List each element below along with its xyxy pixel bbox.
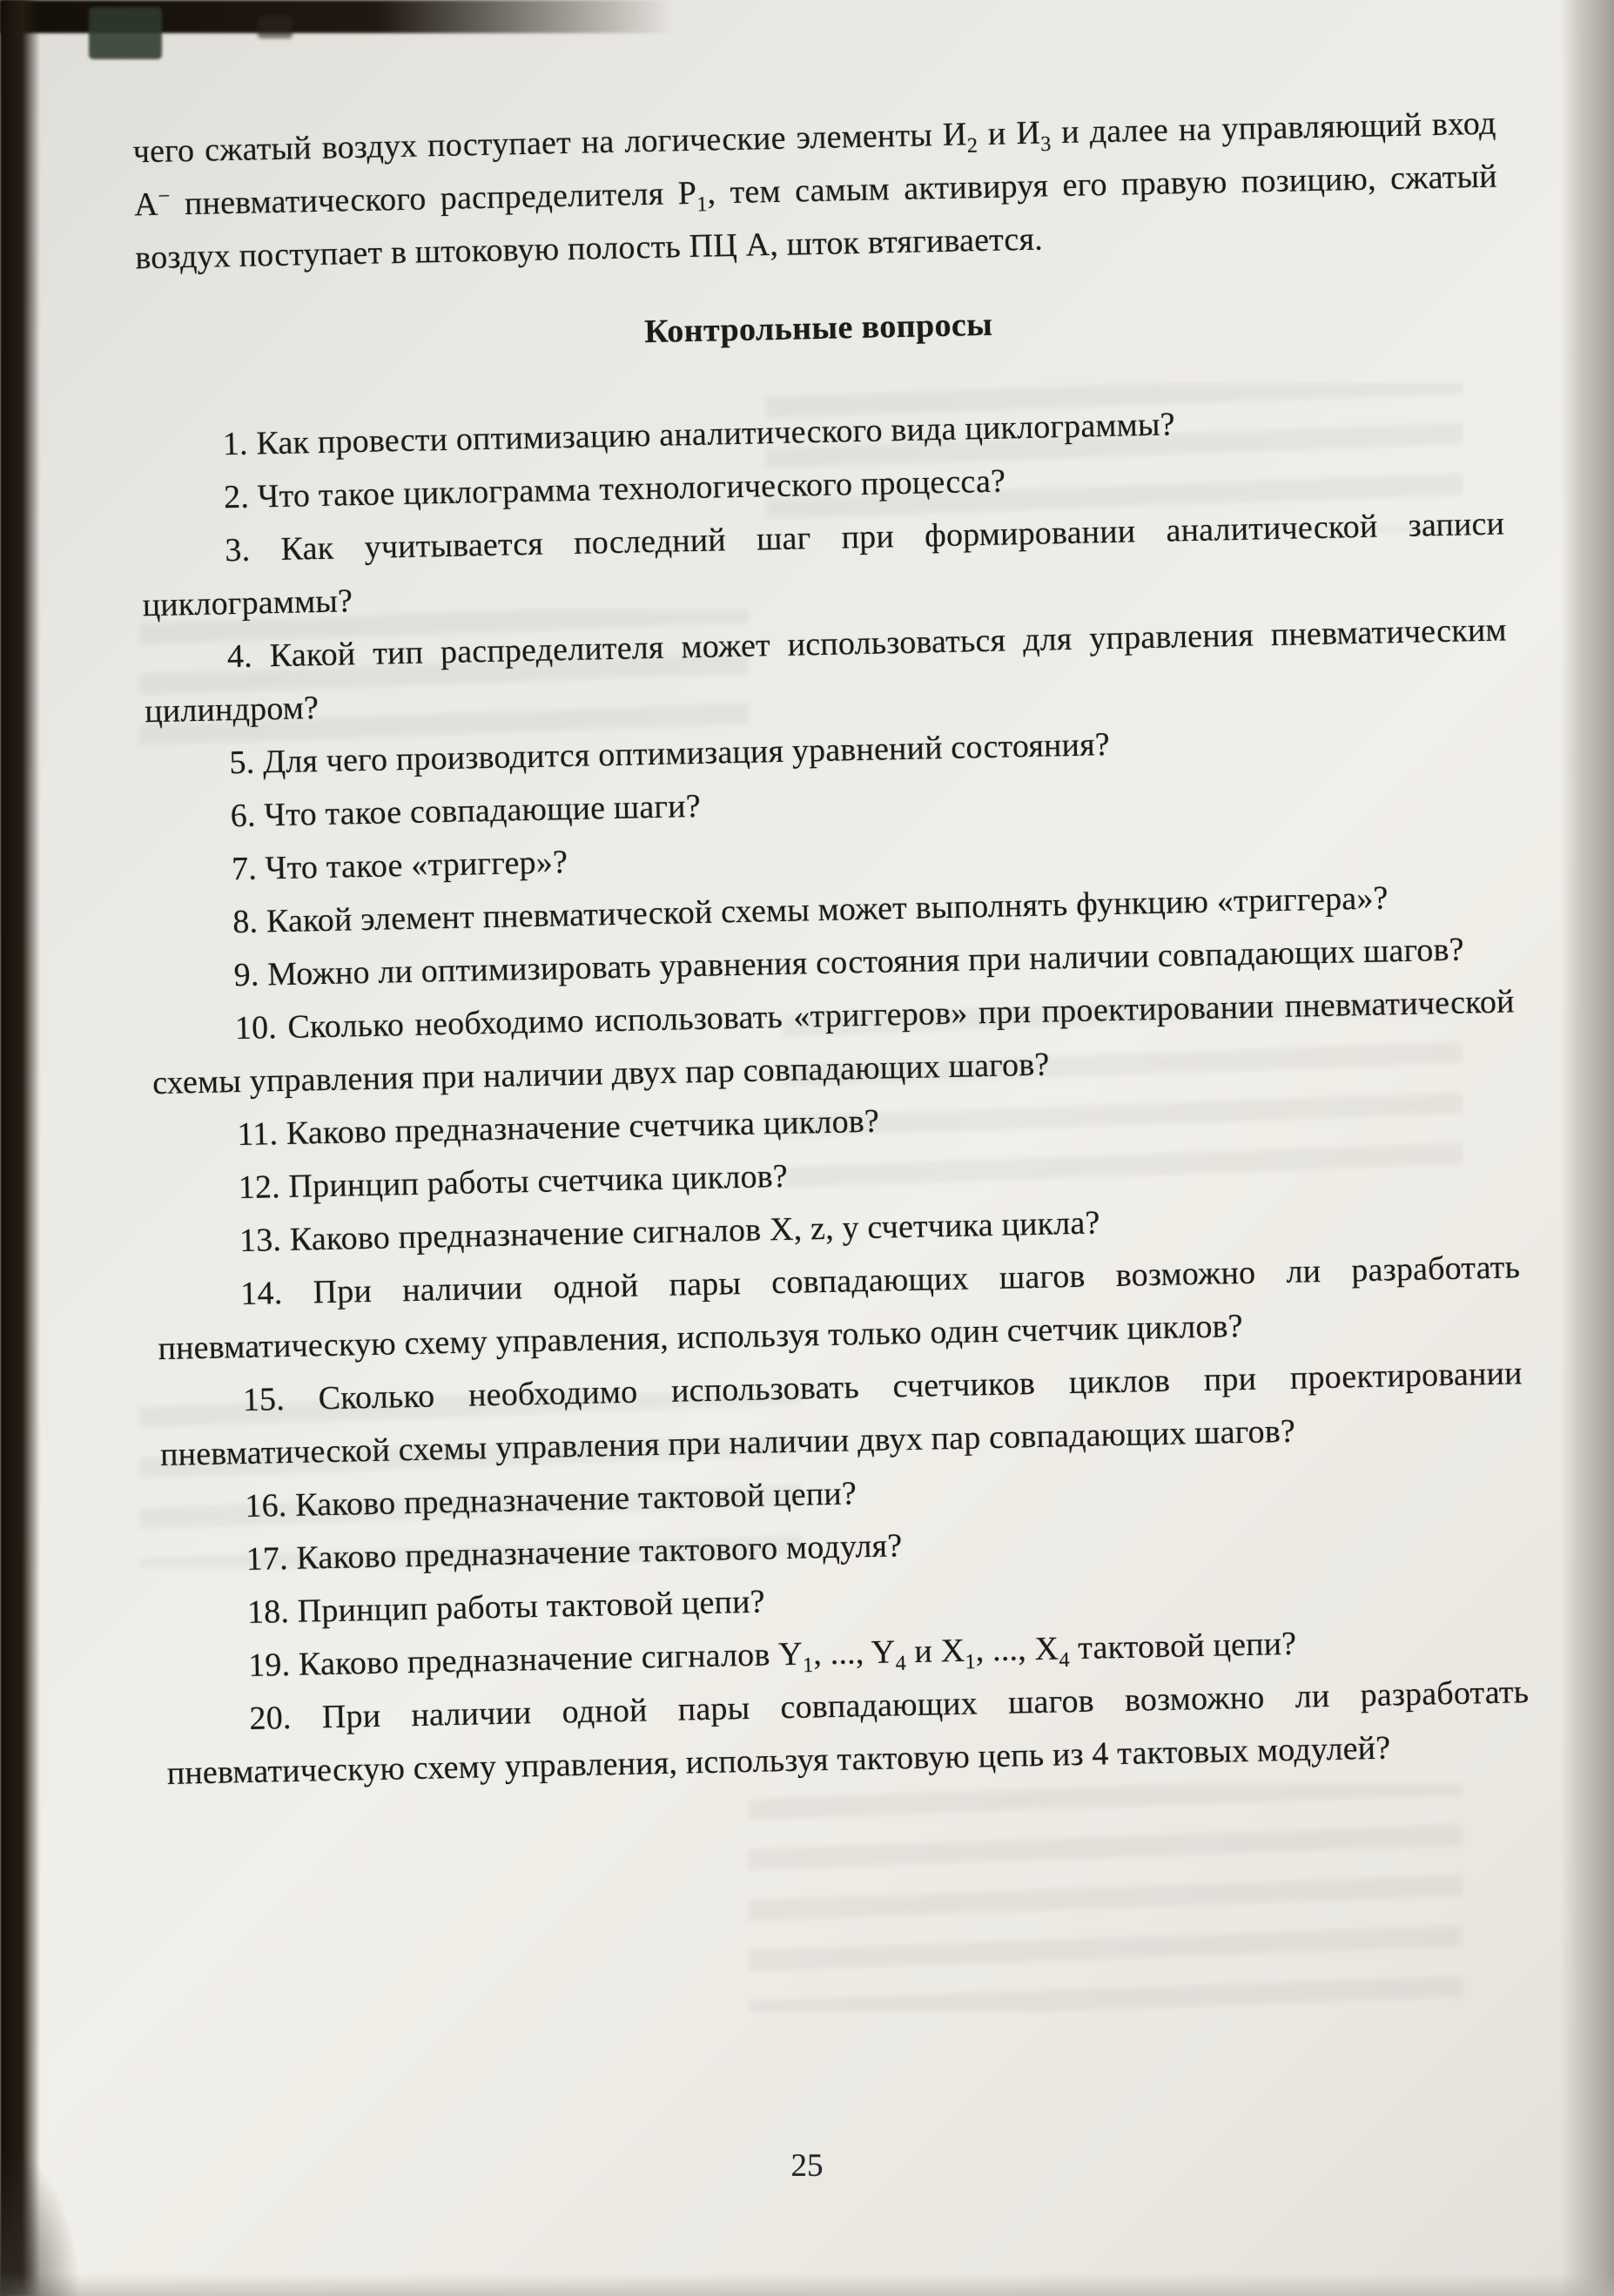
question-number: 13.: [239, 1222, 282, 1260]
question-text: При наличии одной пары совпадающих шагов возможно ли разработать пневматическую схему управления, используя только один счетчик циклов?: [158, 1249, 1521, 1368]
question-text: Каково предназначение сигналов $Y_1$, ..., $Y_4$ и $X_1$, ..., $X_4$ тактовой цепи?: [298, 1625, 1297, 1683]
page-text-block: [132, 98, 1530, 1801]
question-text: Сколько необходимо использовать счетчиков циклов при проектировании пневматической схемы управления при наличии двух пар совпадающих шагов?: [159, 1355, 1523, 1474]
scan-edge-bottom: [0, 2273, 1614, 2296]
question-number: 3.: [224, 531, 251, 569]
question-text: Каково предназначение сигналов X, z, у счетчика цикла?: [289, 1204, 1100, 1258]
scan-edge-right: [1560, 0, 1614, 2296]
section-heading: Контрольные вопросы: [643, 306, 993, 351]
question-number: 11.: [237, 1115, 279, 1154]
question-number: 8.: [232, 903, 259, 941]
question-number: 4.: [226, 637, 253, 676]
question-number: 10.: [234, 1009, 278, 1047]
question-text: Как провести оптимизацию аналитического вида циклограммы?: [256, 406, 1176, 462]
show-through-ghost: [749, 1785, 1463, 2011]
question-number: 9.: [233, 956, 259, 994]
binding-mark: [89, 7, 162, 59]
question-text: Сколько необходимо использовать «триггеров» при проектировании пневматической схемы управления при наличии двух пар совпадающих шагов?: [151, 983, 1516, 1102]
binding-mark-small: [258, 16, 293, 38]
intro-paragraph: чего сжатый воздух поступает на логические элементы $И_2$ и $И_3$ и далее на управляющий вход А− пневматического распределителя $Р_1$, тем самым активируя его правую позицию, сжатый воздух поступает в штоковую полость ПЦ А, шток втягивается.: [132, 104, 1498, 277]
question-text: Какой тип распределителя может использоваться для управления пневматическим цилиндром?: [144, 611, 1508, 731]
question-text: Принцип работы тактовой цепи?: [297, 1583, 766, 1630]
question-number: 14.: [239, 1275, 283, 1313]
questions-list: [138, 392, 1530, 1801]
question-number: 6.: [230, 797, 257, 835]
question-number: 19.: [247, 1646, 291, 1684]
question-number: 5.: [229, 744, 255, 782]
question-text: Можно ли оптимизировать уравнения состояния при наличии совпадающих шагов?: [266, 931, 1465, 993]
question-number: 12.: [238, 1168, 281, 1207]
question-number: 17.: [245, 1540, 289, 1579]
scan-corner-bottom-left: [0, 2148, 78, 2296]
question-text: Какой элемент пневматической схемы может выполнять функцию «триггера»?: [266, 879, 1389, 940]
question-number: 7.: [231, 850, 258, 888]
question-number: 20.: [249, 1699, 293, 1737]
question-text: Каково предназначение счетчика циклов?: [286, 1102, 880, 1152]
scan-edge-left: [0, 0, 40, 2296]
question-number: 1.: [222, 425, 249, 463]
question-number: 15.: [242, 1381, 286, 1419]
question-text: Что такое совпадающие шаги?: [263, 787, 702, 834]
question-text: Что такое «триггер»?: [265, 844, 568, 887]
page-number: 25: [790, 2148, 824, 2184]
question-text: Как учитывается последний шаг при формировании аналитической записи циклограммы?: [142, 505, 1505, 624]
question-text: Принцип работы счетчика циклов?: [288, 1157, 789, 1205]
question-text: Что такое циклограмма технологического процесса?: [257, 462, 1006, 515]
question-number: 16.: [244, 1487, 287, 1525]
question-number: 18.: [246, 1593, 290, 1632]
question-text: Каково предназначение тактовой цепи?: [294, 1475, 857, 1524]
question-text: Для чего производится оптимизация уравнений состояния?: [262, 726, 1111, 781]
question-text: При наличии одной пары совпадающих шагов возможно ли разработать пневматическую схему управления, используя тактовую цепь из 4 тактовых модулей?: [166, 1673, 1530, 1792]
question-number: 2.: [223, 478, 250, 516]
question-text: Каково предназначение тактового модуля?: [296, 1527, 903, 1577]
